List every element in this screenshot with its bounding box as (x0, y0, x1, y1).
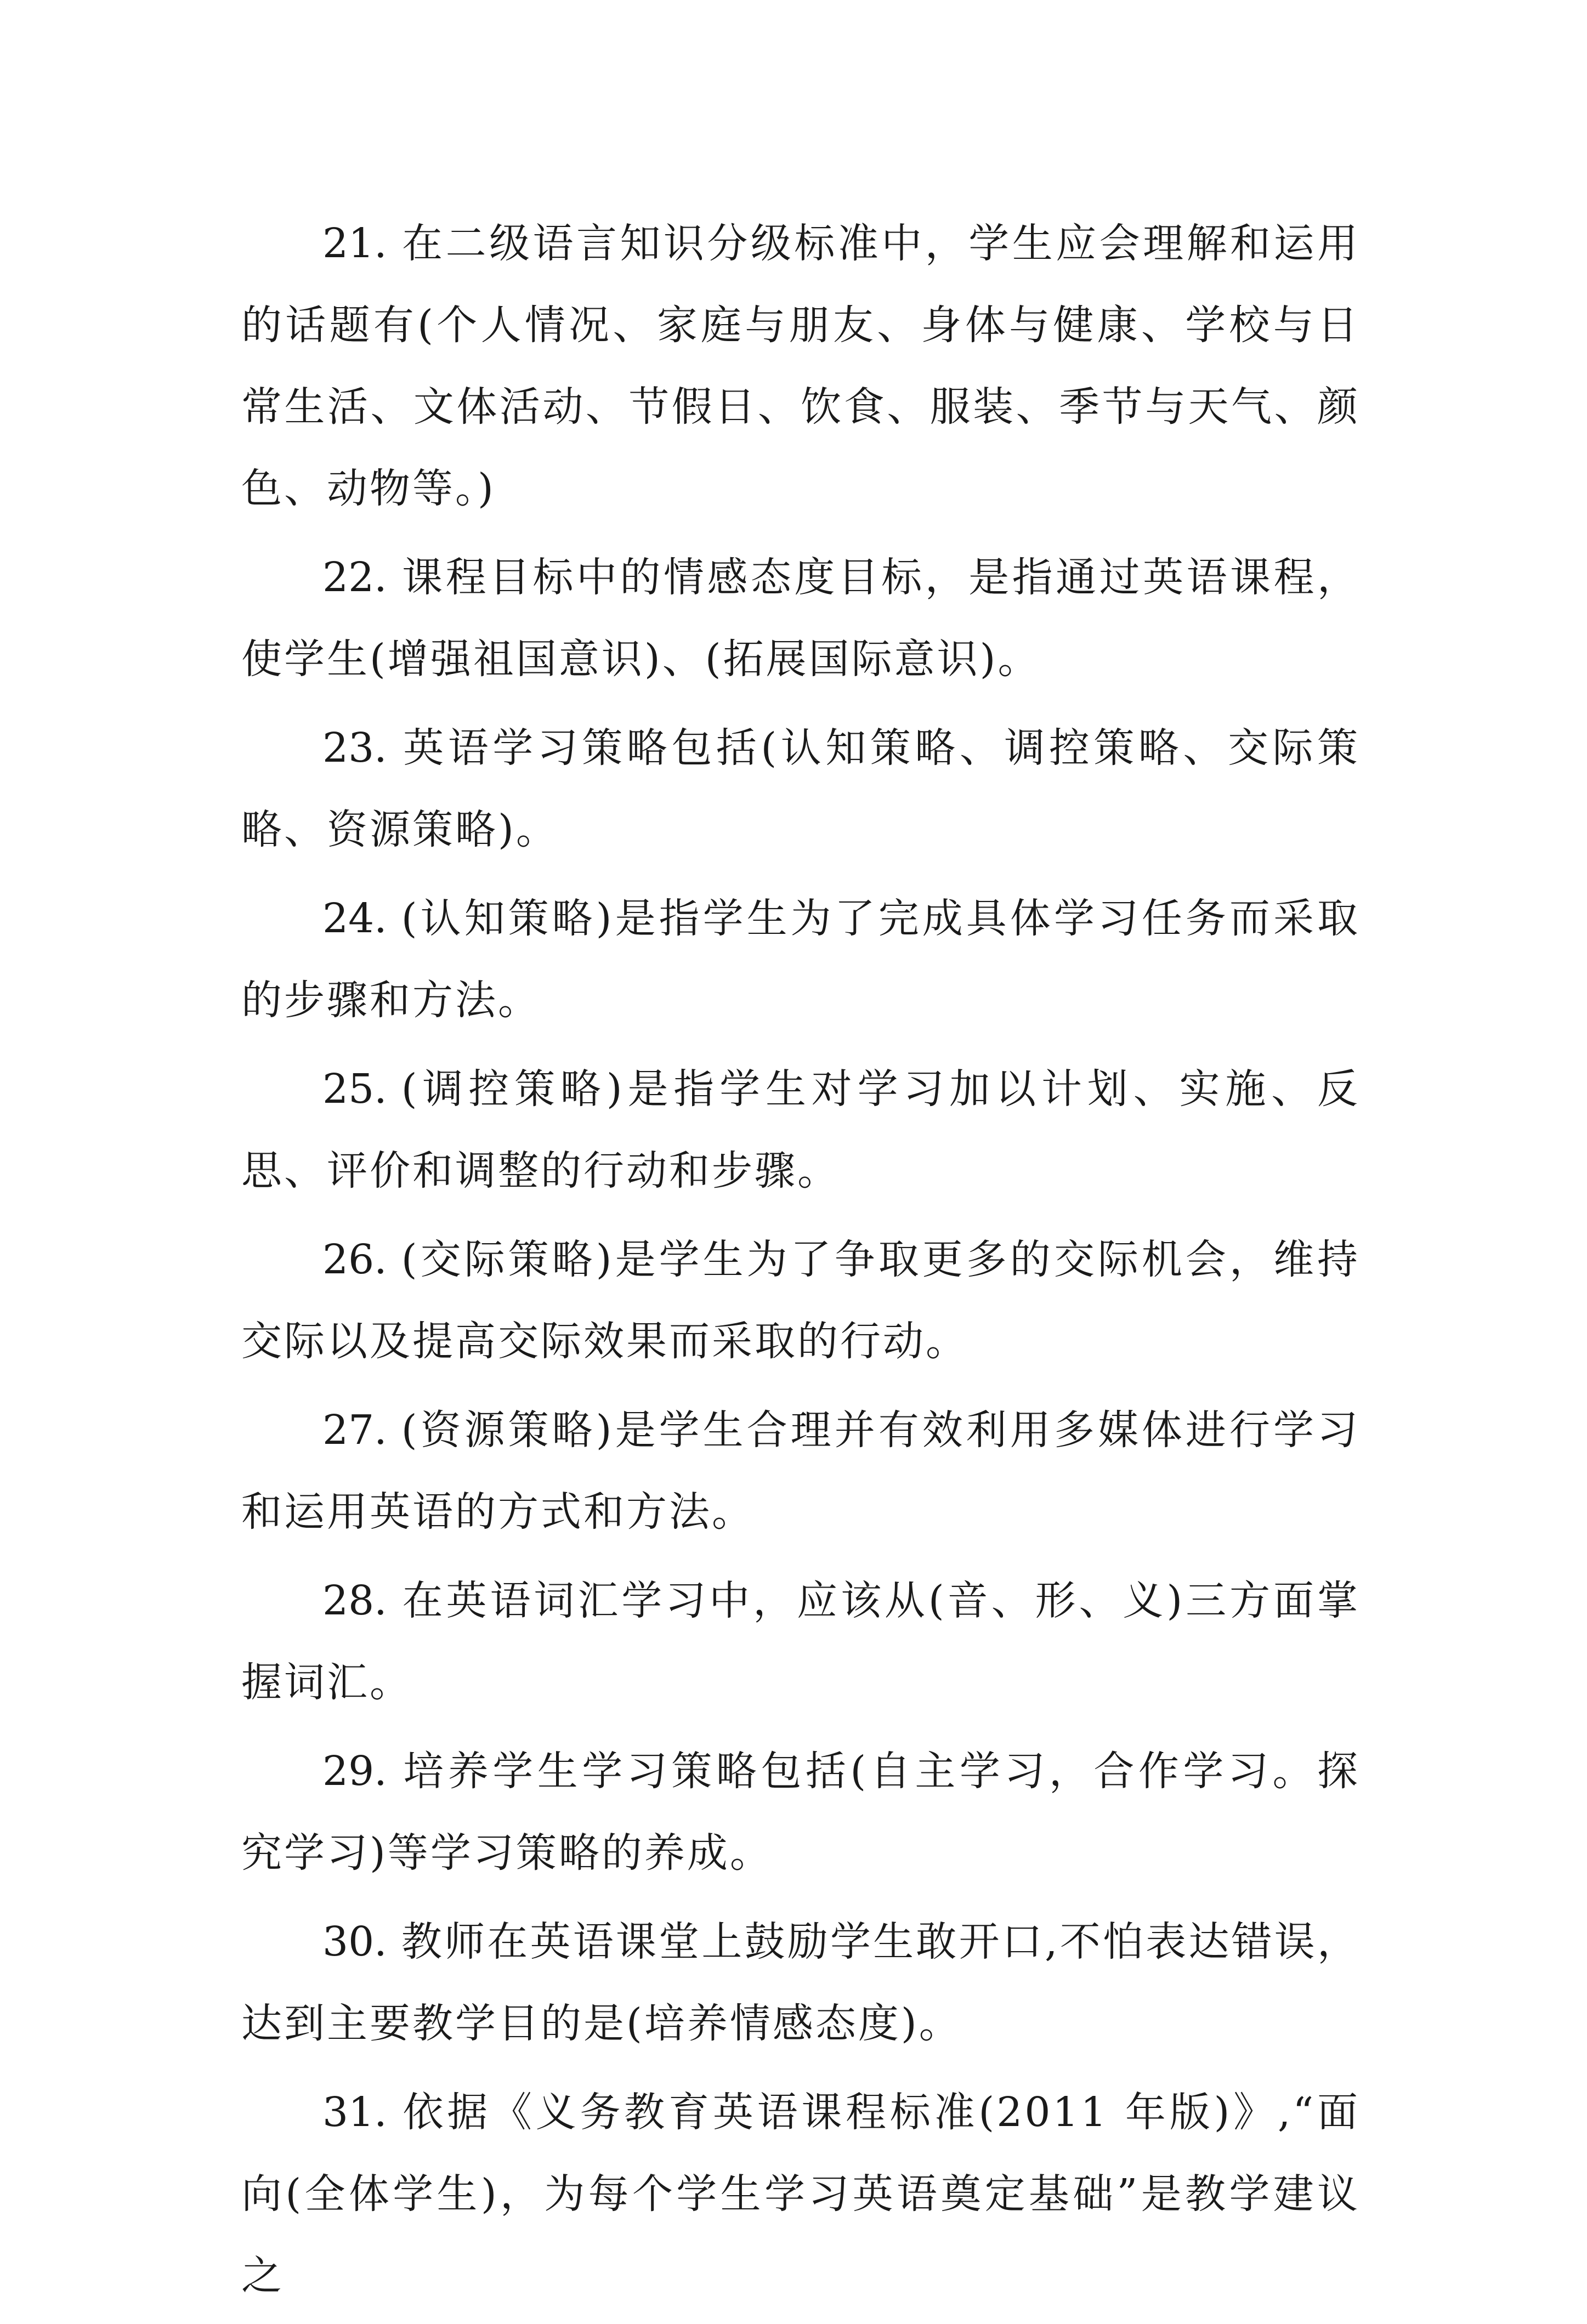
item-text: 依据《义务教育英语课程标准(2011 年版)》,“面向(全体学生)，为每个学生学习英语奠定基础”是教学建议之 (241, 2089, 1360, 2299)
item-number: 29. (322, 1748, 387, 1795)
paragraph-26 (241, 1219, 1360, 1382)
item-number: 22. (322, 554, 387, 601)
item-text: (交际策略)是学生为了争取更多的交际机会，维持交际以及提高交际效果而采取的行动。 (241, 1236, 1360, 1365)
paragraph-23 (241, 707, 1360, 871)
item-text: 教师在英语课堂上鼓励学生敢开口,不怕表达错误，达到主要教学目的是(培养情感态度)。 (241, 1918, 1360, 2047)
paragraph-24 (241, 878, 1360, 1041)
paragraph-22 (241, 537, 1360, 700)
paragraph-30 (241, 1901, 1360, 2065)
item-number: 24. (322, 895, 387, 942)
item-text: 课程目标中的情感态度目标，是指通过英语课程，使学生(增强祖国意识)、(拓展国际意识)。 (241, 554, 1360, 683)
item-text: (调控策略)是指学生对学习加以计划、实施、反思、评价和调整的行动和步骤。 (241, 1065, 1360, 1194)
item-number: 26. (322, 1236, 387, 1283)
item-text: 在二级语言知识分级标准中，学生应会理解和运用的话题有(个人情况、家庭与朋友、身体与健康、学校与日常生活、文体活动、节假日、饮食、服装、季节与天气、颜色、动物等。) (241, 220, 1360, 512)
item-number: 21. (322, 220, 387, 267)
paragraph-29 (241, 1731, 1360, 1894)
item-number: 30. (322, 1918, 387, 1965)
item-number: 23. (322, 724, 387, 772)
paragraph-27 (241, 1390, 1360, 1553)
item-number: 31. (322, 2089, 387, 2136)
item-text: 培养学生学习策略包括(自主学习，合作学习。探究学习)等学习策略的养成。 (241, 1748, 1360, 1877)
paragraph-21 (241, 203, 1360, 530)
item-number: 25. (322, 1065, 387, 1113)
document-page (241, 203, 1360, 2324)
item-text: (资源策略)是学生合理并有效利用多媒体进行学习和运用英语的方式和方法。 (241, 1407, 1360, 1535)
item-number: 28. (322, 1577, 387, 1624)
item-text: (认知策略)是指学生为了完成具体学习任务而采取的步骤和方法。 (241, 895, 1360, 1024)
item-number: 27. (322, 1407, 387, 1454)
item-text: 英语学习策略包括(认知策略、调控策略、交际策略、资源策略)。 (241, 724, 1360, 853)
paragraph-25 (241, 1048, 1360, 1212)
paragraph-31 (241, 2072, 1360, 2317)
paragraph-28 (241, 1560, 1360, 1724)
item-text: 在英语词汇学习中，应该从(音、形、义)三方面掌握词汇。 (241, 1577, 1360, 1706)
